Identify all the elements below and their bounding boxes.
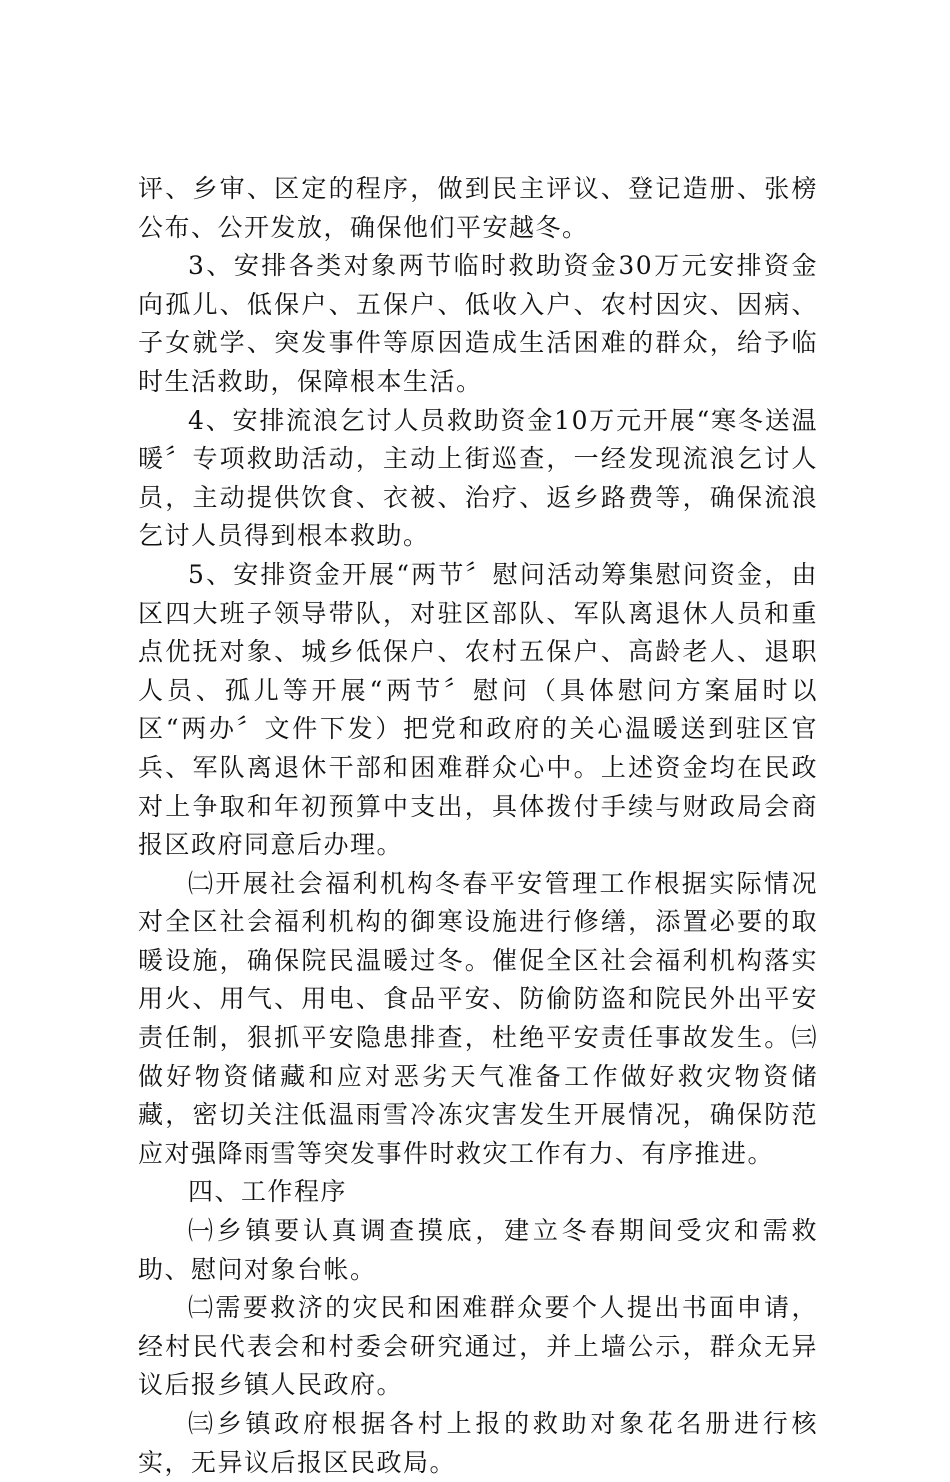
paragraph-item-5: 5、安排资金开展“两节〞慰问活动筹集慰问资金，由区四大班子领导带队，对驻区部队、军队离退休人员和重点优抚对象、城乡低保户、农村五保户、高龄老人、退职人员、孤儿等开展“两节〞慰问（具体慰问方案届时以区“两办〞文件下发）把党和政府的关心温暖送到驻区官兵、军队离退休干部和困难群众心中。上述资金均在民政对上争取和年初预算中支出，具体拨付手续与财政局会商报区政府同意后办理。 — [138, 559, 818, 860]
paragraph-continuation: 评、乡审、区定的程序，做到民主评议、登记造册、张榜公布、公开发放，确保他们平安越冬。 — [138, 174, 818, 242]
paragraph-section-2-3: ㈡开展社会福利机构冬春平安管理工作根据实际情况对全区社会福利机构的御寒设施进行修缮，添置必要的取暖设施，确保院民温暖过冬。催促全区社会福利机构落实用火、用气、用电、食品平安、防偷防盗和院民外出平安责任制，狠抓平安隐患排查，杜绝平安责任事故发生。㈢做好物资储藏和应对恶劣天气准备工作做好救灾物资储藏，密切关注低温雨雪冷冻灾害发生开展情况，确保防范应对强降雨雪等突发事件时救灾工作有力、有序推进。 — [138, 868, 818, 1168]
document-body — [138, 170, 818, 1482]
section-heading-work-procedure: 四、工作程序 — [188, 1177, 348, 1207]
paragraph-item-4: 4、安排流浪乞讨人员救助资金10万元开展“寒冬送温暖〞专项救助活动，主动上街巡查，一经发现流浪乞讨人员，主动提供饮食、衣被、治疗、返乡路费等，确保流浪乞讨人员得到根本救助。 — [138, 405, 818, 551]
paragraph-procedure-3: ㈢乡镇政府根据各村上报的救助对象花名册进行核实，无异议后报区民政局。 — [138, 1409, 818, 1477]
paragraph-item-3: 3、安排各类对象两节临时救助资金30万元安排资金向孤儿、低保户、五保户、低收入户、农村因灾、因病、子女就学、突发事件等原因造成生活困难的群众，给予临时生活救助，保障根本生活。 — [138, 251, 818, 396]
paragraph-procedure-1: ㈠乡镇要认真调查摸底，建立冬春期间受灾和需救助、慰问对象台帐。 — [138, 1216, 818, 1284]
paragraph-procedure-2: ㈡需要救济的灾民和困难群众要个人提出书面申请，经村民代表会和村委会研究通过，并上墙公示，群众无异议后报乡镇人民政府。 — [138, 1293, 818, 1400]
